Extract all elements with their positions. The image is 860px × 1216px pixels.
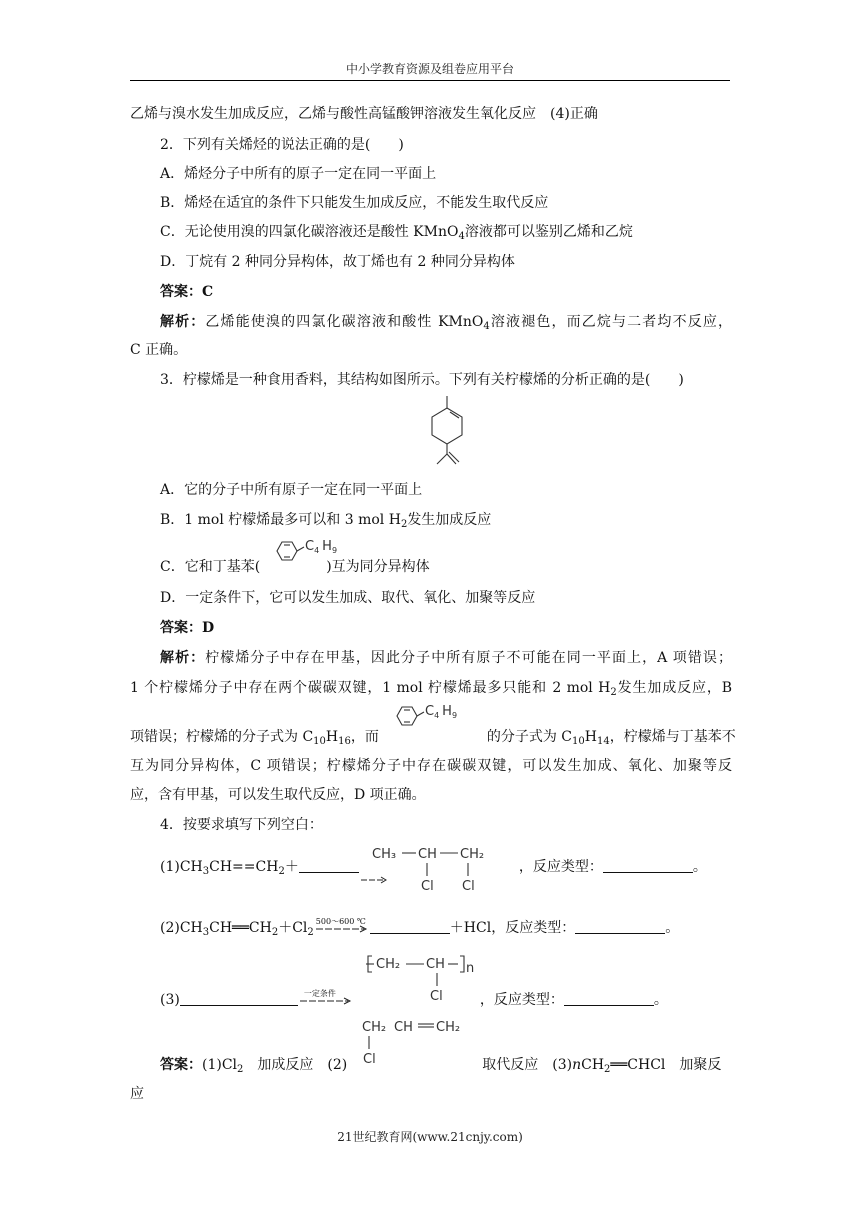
q2-explanation-line2: C 正确。: [130, 342, 188, 358]
q2-option-b: B．烯烃在适宜的条件下只能发生加成反应，不能发生取代反应: [160, 195, 549, 211]
svg-text:CH₃: CH₃: [372, 847, 397, 862]
q3-explanation-line1: 解析：柠檬烯分子中存在甲基，因此分子中所有原子不可能在同一平面上，A 项错误；: [160, 650, 733, 666]
svg-text:CH: CH: [426, 957, 445, 972]
reaction-arrow-3: [298, 990, 354, 1010]
q4-part3: (3) 一定条件 ，反应类型： 。: [160, 990, 668, 1010]
q4-blank-3[interactable]: [180, 991, 298, 1006]
q4-blank-1[interactable]: [299, 858, 359, 873]
q2-answer: 答案：C: [160, 284, 214, 300]
q3-stem: 3．柠檬烯是一种食用香料，其结构如图所示。下列有关柠檬烯的分析正确的是( ): [160, 372, 684, 388]
svg-text:C4H9: $C_4$ $H_9$: [425, 704, 458, 720]
q4-blank-2[interactable]: [370, 919, 450, 934]
q2-explanation-line1: 解析：乙烯能使溴的四氯化碳溶液和酸性 KMnO$_4$溶液褪色，而乙烷与二者均不反应，: [160, 314, 732, 332]
page-footer: 21世纪教育网(www.21cnjy.com): [337, 1130, 523, 1144]
svg-text:Cl: Cl: [430, 989, 443, 1004]
q3-explanation-line5: 应，含有甲基，可以发生取代反应，D 项正确。: [130, 787, 426, 803]
q4-part1: $(1)CH_3CH==CH_2+$ ，反应类型： 。: [160, 857, 707, 877]
q2-option-c: C．无论使用溴的四氯化碳溶液还是酸性 KMnO$_4$溶液都可以鉴别乙烯和乙烷: [160, 224, 633, 242]
q2-option-a: A．烯烃分子中所有的原子一定在同一平面上: [160, 166, 437, 182]
q3-option-c: C．它和丁基苯( )互为同分异构体: [160, 559, 430, 575]
svg-text:Cl: Cl: [363, 1052, 376, 1067]
reaction-arrow-2: [314, 918, 370, 938]
svg-text:Cl: Cl: [462, 879, 475, 894]
q4-stem: 4．按要求填写下列空白：: [160, 817, 323, 833]
svg-text:Cl: Cl: [421, 879, 434, 894]
svg-text:n: n: [466, 961, 475, 976]
header-rule: [130, 80, 730, 81]
q2-option-d: D．丁烷有 2 种同分异构体，故丁烯也有 2 种同分异构体: [160, 254, 515, 270]
q3-option-b: B．1 mol 柠檬烯最多可以和 3 mol $H_2$发生加成反应: [160, 512, 492, 530]
q3-option-d: D．一定条件下，它可以发生加成、取代、氧化、加聚等反应: [160, 590, 536, 606]
q3-explanation-line3: 项错误；柠檬烯的分子式为 $C_{10}H_{16}$，而 的分子式为 $C_{10}H_{14}$，柠檬烯与丁基苯不: [130, 729, 736, 747]
reaction-condition-2: 500～600 ℃: [315, 917, 366, 926]
svg-text:CH: CH: [394, 1020, 413, 1035]
page-header: 中小学教育资源及组卷应用平台: [345, 62, 514, 76]
svg-text:CH₂: CH₂: [376, 957, 401, 972]
q4-blank-1-type[interactable]: [603, 858, 693, 873]
q3-explanation-line4: 互为同分异构体，C 项错误；柠檬烯分子中存在碳碳双键，可以发生加成、氧化、加聚等反: [130, 758, 732, 774]
reaction-condition-3: 一定条件: [303, 989, 336, 998]
q3-option-a: A．它的分子中所有原子一定在同一平面上: [160, 482, 423, 498]
q4-part2: $(2)CH_3CH══CH_2+Cl_2$ 500～600 ℃ ＋HCl，反应类型： 。: [160, 918, 679, 938]
q4-answer: 答案：$(1)Cl_2$ 加成反应 (2) 取代反应 (3)nCH$_2$══CHCl 加聚反: [160, 1057, 722, 1075]
q4-answer-wrap: 应: [130, 1086, 144, 1102]
svg-text:CH₂: CH₂: [460, 847, 485, 862]
svg-text:CH₂: CH₂: [436, 1020, 461, 1035]
svg-text:C4H9: $C_4$ $H_9$: [305, 539, 338, 555]
q4-blank-2-type[interactable]: [575, 919, 665, 934]
q2-stem: 2．下列有关烯烃的说法正确的是( ): [160, 137, 404, 153]
svg-text:CH: CH: [418, 847, 437, 862]
q3-answer: 答案：D: [160, 620, 215, 636]
q4-blank-3-type[interactable]: [564, 991, 654, 1006]
limonene-structure: [420, 396, 470, 468]
q3-explanation-line2: 1 个柠檬烯分子中存在两个碳碳双键，1 mol 柠檬烯最多只能和 2 mol $H_2$发生加成反应，B: [130, 680, 732, 698]
svg-text:CH₂: CH₂: [362, 1020, 387, 1035]
continuation-line: 乙烯与溴水发生加成反应，乙烯与酸性高锰酸钾溶液发生氧化反应 (4)正确: [130, 106, 598, 122]
